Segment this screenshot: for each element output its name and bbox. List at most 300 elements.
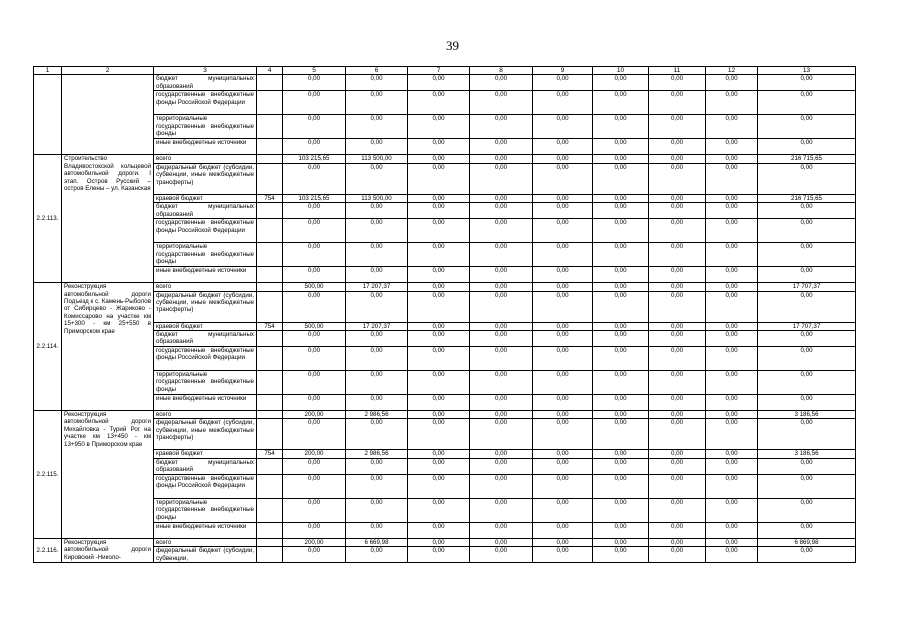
- row-code: 2.2.116.: [34, 538, 62, 562]
- amount-cell: 0,00: [283, 163, 346, 194]
- agency-code: [257, 458, 283, 474]
- amount-cell: 0,00: [649, 115, 706, 139]
- column-header: 2: [62, 67, 154, 75]
- amount-cell: 0,00: [706, 155, 758, 163]
- amount-cell: 0,00: [593, 547, 649, 563]
- funding-source: иные внебюджетные источники: [154, 139, 257, 155]
- amount-cell: 0,00: [346, 331, 408, 347]
- amount-cell: 0,00: [706, 115, 758, 139]
- column-header: 3: [154, 67, 257, 75]
- amount-cell: 0,00: [649, 322, 706, 330]
- amount-cell: 0,00: [470, 203, 533, 219]
- amount-cell: 0,00: [593, 243, 649, 267]
- amount-cell: 0,00: [533, 155, 593, 163]
- amount-cell: 0,00: [533, 411, 593, 419]
- amount-cell: 0,00: [649, 411, 706, 419]
- amount-cell: 0,00: [593, 283, 649, 291]
- amount-cell: 0,00: [470, 219, 533, 243]
- table-row: [34, 194, 856, 202]
- amount-cell: 0,00: [346, 347, 408, 371]
- amount-cell: 0,00: [346, 458, 408, 474]
- amount-cell: 0,00: [706, 91, 758, 115]
- amount-cell: 0,00: [706, 371, 758, 395]
- amount-cell: 0,00: [283, 347, 346, 371]
- amount-cell: 0,00: [470, 331, 533, 347]
- table-row: [34, 450, 856, 458]
- amount-cell: 0,00: [593, 498, 649, 522]
- table-row: [34, 522, 856, 538]
- amount-cell: 0,00: [706, 474, 758, 498]
- amount-cell: 0,00: [649, 371, 706, 395]
- amount-cell: 0,00: [533, 115, 593, 139]
- table-row: [34, 203, 856, 219]
- amount-cell: 0,00: [593, 458, 649, 474]
- amount-cell: 0,00: [470, 322, 533, 330]
- amount-cell: 0,00: [408, 194, 470, 202]
- column-header: 13: [758, 67, 856, 75]
- amount-cell: 0,00: [408, 283, 470, 291]
- amount-cell: 0,00: [283, 243, 346, 267]
- amount-cell: 200,00: [283, 450, 346, 458]
- funding-source: краевой бюджет: [154, 322, 257, 330]
- amount-cell: 0,00: [346, 243, 408, 267]
- amount-cell: 0,00: [408, 267, 470, 283]
- amount-cell: 0,00: [649, 243, 706, 267]
- table-row: [34, 538, 856, 546]
- column-header: 4: [257, 67, 283, 75]
- amount-cell: 0,00: [649, 194, 706, 202]
- amount-cell: 0,00: [346, 203, 408, 219]
- amount-cell: 0,00: [649, 450, 706, 458]
- funding-source: федеральный бюджет (субсидии, субвенции, иные межбюджетные трансферты): [154, 419, 257, 450]
- amount-cell: 0,00: [470, 498, 533, 522]
- funding-source: бюджет муниципальных образований: [154, 331, 257, 347]
- amount-cell: 0,00: [283, 91, 346, 115]
- amount-cell: 0,00: [283, 291, 346, 322]
- amount-cell: 0,00: [408, 139, 470, 155]
- funding-source: иные внебюджетные источники: [154, 267, 257, 283]
- table-row: [34, 115, 856, 139]
- agency-code: [257, 155, 283, 163]
- amount-cell: 0,00: [346, 371, 408, 395]
- amount-cell: 0,00: [649, 395, 706, 411]
- amount-cell: 0,00: [283, 139, 346, 155]
- amount-cell: 0,00: [408, 163, 470, 194]
- amount-cell: 0,00: [470, 291, 533, 322]
- amount-cell: 0,00: [533, 219, 593, 243]
- amount-cell: 0,00: [649, 267, 706, 283]
- table-row: [34, 155, 856, 163]
- amount-cell: 0,00: [408, 522, 470, 538]
- amount-cell: 0,00: [533, 371, 593, 395]
- amount-cell: 0,00: [593, 115, 649, 139]
- amount-cell: 0,00: [346, 139, 408, 155]
- amount-cell: 0,00: [593, 291, 649, 322]
- amount-cell: 0,00: [758, 219, 856, 243]
- amount-cell: 0,00: [593, 347, 649, 371]
- amount-cell: 0,00: [649, 91, 706, 115]
- amount-cell: 0,00: [408, 91, 470, 115]
- amount-cell: 0,00: [470, 538, 533, 546]
- amount-cell: 0,00: [649, 538, 706, 546]
- amount-cell: 0,00: [706, 283, 758, 291]
- amount-cell: 0,00: [408, 347, 470, 371]
- amount-cell: 0,00: [593, 203, 649, 219]
- amount-cell: 0,00: [706, 395, 758, 411]
- amount-cell: 113 500,00: [346, 155, 408, 163]
- amount-cell: 0,00: [533, 194, 593, 202]
- amount-cell: 0,00: [408, 411, 470, 419]
- amount-cell: 0,00: [758, 163, 856, 194]
- amount-cell: 0,00: [408, 331, 470, 347]
- amount-cell: 0,00: [346, 522, 408, 538]
- amount-cell: 0,00: [533, 91, 593, 115]
- amount-cell: 0,00: [470, 155, 533, 163]
- amount-cell: 0,00: [706, 331, 758, 347]
- amount-cell: 0,00: [593, 474, 649, 498]
- table-row: [34, 347, 856, 371]
- page-number: 39: [446, 38, 459, 53]
- amount-cell: 0,00: [346, 291, 408, 322]
- amount-cell: 0,00: [593, 522, 649, 538]
- table-row: [34, 458, 856, 474]
- amount-cell: 0,00: [470, 450, 533, 458]
- amount-cell: 0,00: [470, 371, 533, 395]
- table-row: [34, 371, 856, 395]
- table-row: [34, 395, 856, 411]
- agency-code: [257, 163, 283, 194]
- column-header: 7: [408, 67, 470, 75]
- funding-source: всего: [154, 538, 257, 546]
- agency-code: [257, 139, 283, 155]
- amount-cell: 0,00: [593, 450, 649, 458]
- amount-cell: 0,00: [533, 458, 593, 474]
- amount-cell: 0,00: [758, 498, 856, 522]
- amount-cell: 0,00: [706, 322, 758, 330]
- amount-cell: 0,00: [706, 411, 758, 419]
- amount-cell: 0,00: [649, 547, 706, 563]
- amount-cell: 0,00: [533, 522, 593, 538]
- table-row: [34, 322, 856, 330]
- amount-cell: 2 986,56: [346, 450, 408, 458]
- amount-cell: 216 715,65: [758, 155, 856, 163]
- agency-code: [257, 419, 283, 450]
- amount-cell: 0,00: [533, 331, 593, 347]
- amount-cell: 0,00: [283, 474, 346, 498]
- agency-code: [257, 411, 283, 419]
- funding-source: краевой бюджет: [154, 450, 257, 458]
- amount-cell: 0,00: [649, 474, 706, 498]
- amount-cell: 0,00: [758, 547, 856, 563]
- funding-source: всего: [154, 283, 257, 291]
- funding-source: территориальные государственные внебюджетные фонды: [154, 115, 257, 139]
- amount-cell: 0,00: [283, 267, 346, 283]
- amount-cell: 0,00: [649, 203, 706, 219]
- agency-code: [257, 115, 283, 139]
- amount-cell: 17 707,37: [758, 322, 856, 330]
- amount-cell: 0,00: [706, 547, 758, 563]
- amount-cell: 0,00: [533, 450, 593, 458]
- amount-cell: 0,00: [593, 371, 649, 395]
- amount-cell: 0,00: [649, 163, 706, 194]
- row-code: [34, 75, 62, 155]
- funding-source: бюджет муниципальных образований: [154, 203, 257, 219]
- amount-cell: 0,00: [593, 91, 649, 115]
- amount-cell: 0,00: [408, 419, 470, 450]
- funding-source: федеральный бюджет (субсидии, субвенции,: [154, 547, 257, 563]
- column-header: 11: [649, 67, 706, 75]
- amount-cell: 0,00: [470, 75, 533, 91]
- funding-source: краевой бюджет: [154, 194, 257, 202]
- amount-cell: 3 186,56: [758, 450, 856, 458]
- amount-cell: 0,00: [758, 291, 856, 322]
- amount-cell: 0,00: [593, 194, 649, 202]
- amount-cell: 0,00: [593, 155, 649, 163]
- amount-cell: 200,00: [283, 538, 346, 546]
- amount-cell: 0,00: [283, 419, 346, 450]
- amount-cell: 0,00: [593, 267, 649, 283]
- amount-cell: 0,00: [758, 522, 856, 538]
- row-name: [62, 75, 154, 155]
- amount-cell: 0,00: [408, 75, 470, 91]
- row-name: Реконструкция автомобильной дороги Кировский -Николо-: [62, 538, 154, 562]
- amount-cell: 0,00: [408, 474, 470, 498]
- agency-code: 754: [257, 322, 283, 330]
- row-name: Реконструкция автомобильной дороги Михайловка - Турий Рог на участке км 13+450 - км 13+950 в Приморском крае: [62, 411, 154, 539]
- column-header: 5: [283, 67, 346, 75]
- amount-cell: 0,00: [470, 474, 533, 498]
- amount-cell: 0,00: [470, 419, 533, 450]
- amount-cell: 0,00: [533, 243, 593, 267]
- funding-source: всего: [154, 155, 257, 163]
- amount-cell: 0,00: [533, 419, 593, 450]
- amount-cell: 0,00: [649, 155, 706, 163]
- amount-cell: 0,00: [593, 411, 649, 419]
- row-code: 2.2.113.: [34, 155, 62, 283]
- funding-source: бюджет муниципальных образований: [154, 75, 257, 91]
- amount-cell: 0,00: [706, 139, 758, 155]
- amount-cell: 0,00: [283, 458, 346, 474]
- agency-code: [257, 91, 283, 115]
- funding-source: иные внебюджетные источники: [154, 522, 257, 538]
- amount-cell: 0,00: [758, 347, 856, 371]
- amount-cell: 0,00: [283, 331, 346, 347]
- amount-cell: 0,00: [593, 322, 649, 330]
- table-row: [34, 243, 856, 267]
- amount-cell: 0,00: [346, 395, 408, 411]
- amount-cell: 0,00: [408, 395, 470, 411]
- amount-cell: 0,00: [706, 203, 758, 219]
- amount-cell: 0,00: [706, 522, 758, 538]
- funding-source: территориальные государственные внебюджетные фонды: [154, 243, 257, 267]
- amount-cell: 0,00: [649, 498, 706, 522]
- table-row: [34, 267, 856, 283]
- amount-cell: 0,00: [283, 203, 346, 219]
- amount-cell: 0,00: [758, 371, 856, 395]
- amount-cell: 0,00: [346, 498, 408, 522]
- amount-cell: 0,00: [408, 115, 470, 139]
- amount-cell: 0,00: [593, 219, 649, 243]
- table-row: [34, 411, 856, 419]
- amount-cell: 0,00: [706, 450, 758, 458]
- amount-cell: 0,00: [649, 458, 706, 474]
- agency-code: [257, 522, 283, 538]
- amount-cell: 0,00: [533, 163, 593, 194]
- amount-cell: 0,00: [706, 419, 758, 450]
- amount-cell: 3 186,56: [758, 411, 856, 419]
- agency-code: [257, 291, 283, 322]
- amount-cell: 0,00: [706, 291, 758, 322]
- funding-source: бюджет муниципальных образований: [154, 458, 257, 474]
- amount-cell: 0,00: [408, 547, 470, 563]
- row-name: Строительство Владивостокской кольцевой автомобильной дороги. I этап. Остров Русский – остров Елены – ул. Казанская: [62, 155, 154, 283]
- amount-cell: 0,00: [706, 458, 758, 474]
- amount-cell: 0,00: [346, 219, 408, 243]
- table-header-row: [34, 67, 856, 75]
- table-row: [34, 163, 856, 194]
- funding-source: государственные внебюджетные фонды Российской Федерации: [154, 219, 257, 243]
- amount-cell: 0,00: [408, 322, 470, 330]
- table-row: [34, 139, 856, 155]
- amount-cell: 200,00: [283, 411, 346, 419]
- amount-cell: 0,00: [706, 243, 758, 267]
- amount-cell: 0,00: [533, 538, 593, 546]
- amount-cell: 0,00: [470, 91, 533, 115]
- amount-cell: 0,00: [408, 203, 470, 219]
- amount-cell: 113 500,00: [346, 194, 408, 202]
- agency-code: [257, 75, 283, 91]
- table-row: [34, 75, 856, 91]
- amount-cell: 0,00: [283, 115, 346, 139]
- amount-cell: 0,00: [283, 219, 346, 243]
- amount-cell: 17 207,37: [346, 322, 408, 330]
- column-header: 6: [346, 67, 408, 75]
- funding-source: федеральный бюджет (субсидии, субвенции, иные межбюджетные трансферты): [154, 163, 257, 194]
- agency-code: [257, 547, 283, 563]
- amount-cell: 0,00: [758, 75, 856, 91]
- amount-cell: 0,00: [593, 395, 649, 411]
- amount-cell: 0,00: [758, 331, 856, 347]
- amount-cell: 0,00: [758, 115, 856, 139]
- amount-cell: 0,00: [758, 419, 856, 450]
- agency-code: [257, 243, 283, 267]
- amount-cell: 0,00: [593, 139, 649, 155]
- column-header: 9: [533, 67, 593, 75]
- amount-cell: 0,00: [346, 163, 408, 194]
- amount-cell: 0,00: [593, 75, 649, 91]
- column-header: 8: [470, 67, 533, 75]
- amount-cell: 0,00: [283, 498, 346, 522]
- amount-cell: 0,00: [533, 347, 593, 371]
- amount-cell: 0,00: [283, 395, 346, 411]
- agency-code: [257, 347, 283, 371]
- agency-code: 754: [257, 450, 283, 458]
- column-header: 10: [593, 67, 649, 75]
- column-header: 1: [34, 67, 62, 75]
- amount-cell: 0,00: [649, 419, 706, 450]
- agency-code: [257, 203, 283, 219]
- amount-cell: 0,00: [649, 331, 706, 347]
- amount-cell: 0,00: [758, 474, 856, 498]
- amount-cell: 6 669,98: [346, 538, 408, 546]
- amount-cell: 0,00: [533, 498, 593, 522]
- amount-cell: 0,00: [408, 155, 470, 163]
- funding-source: территориальные государственные внебюджетные фонды: [154, 371, 257, 395]
- amount-cell: 0,00: [470, 458, 533, 474]
- agency-code: [257, 219, 283, 243]
- amount-cell: 0,00: [533, 75, 593, 91]
- amount-cell: 0,00: [470, 163, 533, 194]
- amount-cell: 0,00: [706, 194, 758, 202]
- amount-cell: 0,00: [470, 347, 533, 371]
- amount-cell: 0,00: [706, 538, 758, 546]
- table-row: [34, 474, 856, 498]
- table-row: [34, 219, 856, 243]
- amount-cell: 0,00: [758, 139, 856, 155]
- amount-cell: 0,00: [408, 498, 470, 522]
- amount-cell: 103 215,65: [283, 155, 346, 163]
- amount-cell: 0,00: [408, 458, 470, 474]
- funding-source: федеральный бюджет (субсидии, субвенции, иные межбюджетные трансферты): [154, 291, 257, 322]
- amount-cell: 0,00: [408, 371, 470, 395]
- table-row: [34, 283, 856, 291]
- row-code: 2.2.114.: [34, 283, 62, 411]
- agency-code: [257, 371, 283, 395]
- funding-source: территориальные государственные внебюджетные фонды: [154, 498, 257, 522]
- table-row: [34, 91, 856, 115]
- amount-cell: 0,00: [758, 395, 856, 411]
- amount-cell: 0,00: [346, 75, 408, 91]
- amount-cell: 0,00: [408, 538, 470, 546]
- column-header: 12: [706, 67, 758, 75]
- amount-cell: 17 707,37: [758, 283, 856, 291]
- amount-cell: 0,00: [533, 322, 593, 330]
- amount-cell: 0,00: [649, 139, 706, 155]
- amount-cell: 0,00: [470, 243, 533, 267]
- amount-cell: 0,00: [533, 203, 593, 219]
- budget-table: [33, 66, 856, 563]
- table-row: [34, 291, 856, 322]
- amount-cell: 0,00: [346, 267, 408, 283]
- table-row: [34, 498, 856, 522]
- amount-cell: 0,00: [649, 522, 706, 538]
- amount-cell: 0,00: [346, 419, 408, 450]
- amount-cell: 0,00: [706, 498, 758, 522]
- amount-cell: 0,00: [470, 115, 533, 139]
- row-code: 2.2.115.: [34, 411, 62, 539]
- amount-cell: 0,00: [649, 291, 706, 322]
- funding-source: государственные внебюджетные фонды Российской Федерации: [154, 474, 257, 498]
- amount-cell: 0,00: [408, 243, 470, 267]
- amount-cell: 0,00: [706, 163, 758, 194]
- amount-cell: 0,00: [533, 291, 593, 322]
- agency-code: 754: [257, 194, 283, 202]
- funding-source: государственные внебюджетные фонды Российской Федерации: [154, 347, 257, 371]
- agency-code: [257, 283, 283, 291]
- amount-cell: 0,00: [346, 115, 408, 139]
- agency-code: [257, 474, 283, 498]
- amount-cell: 0,00: [649, 283, 706, 291]
- amount-cell: 0,00: [706, 219, 758, 243]
- amount-cell: 0,00: [758, 458, 856, 474]
- funding-source: иные внебюджетные источники: [154, 395, 257, 411]
- amount-cell: 0,00: [408, 291, 470, 322]
- amount-cell: 2 986,56: [346, 411, 408, 419]
- agency-code: [257, 538, 283, 546]
- amount-cell: 0,00: [533, 395, 593, 411]
- table-row: [34, 547, 856, 563]
- amount-cell: 0,00: [408, 219, 470, 243]
